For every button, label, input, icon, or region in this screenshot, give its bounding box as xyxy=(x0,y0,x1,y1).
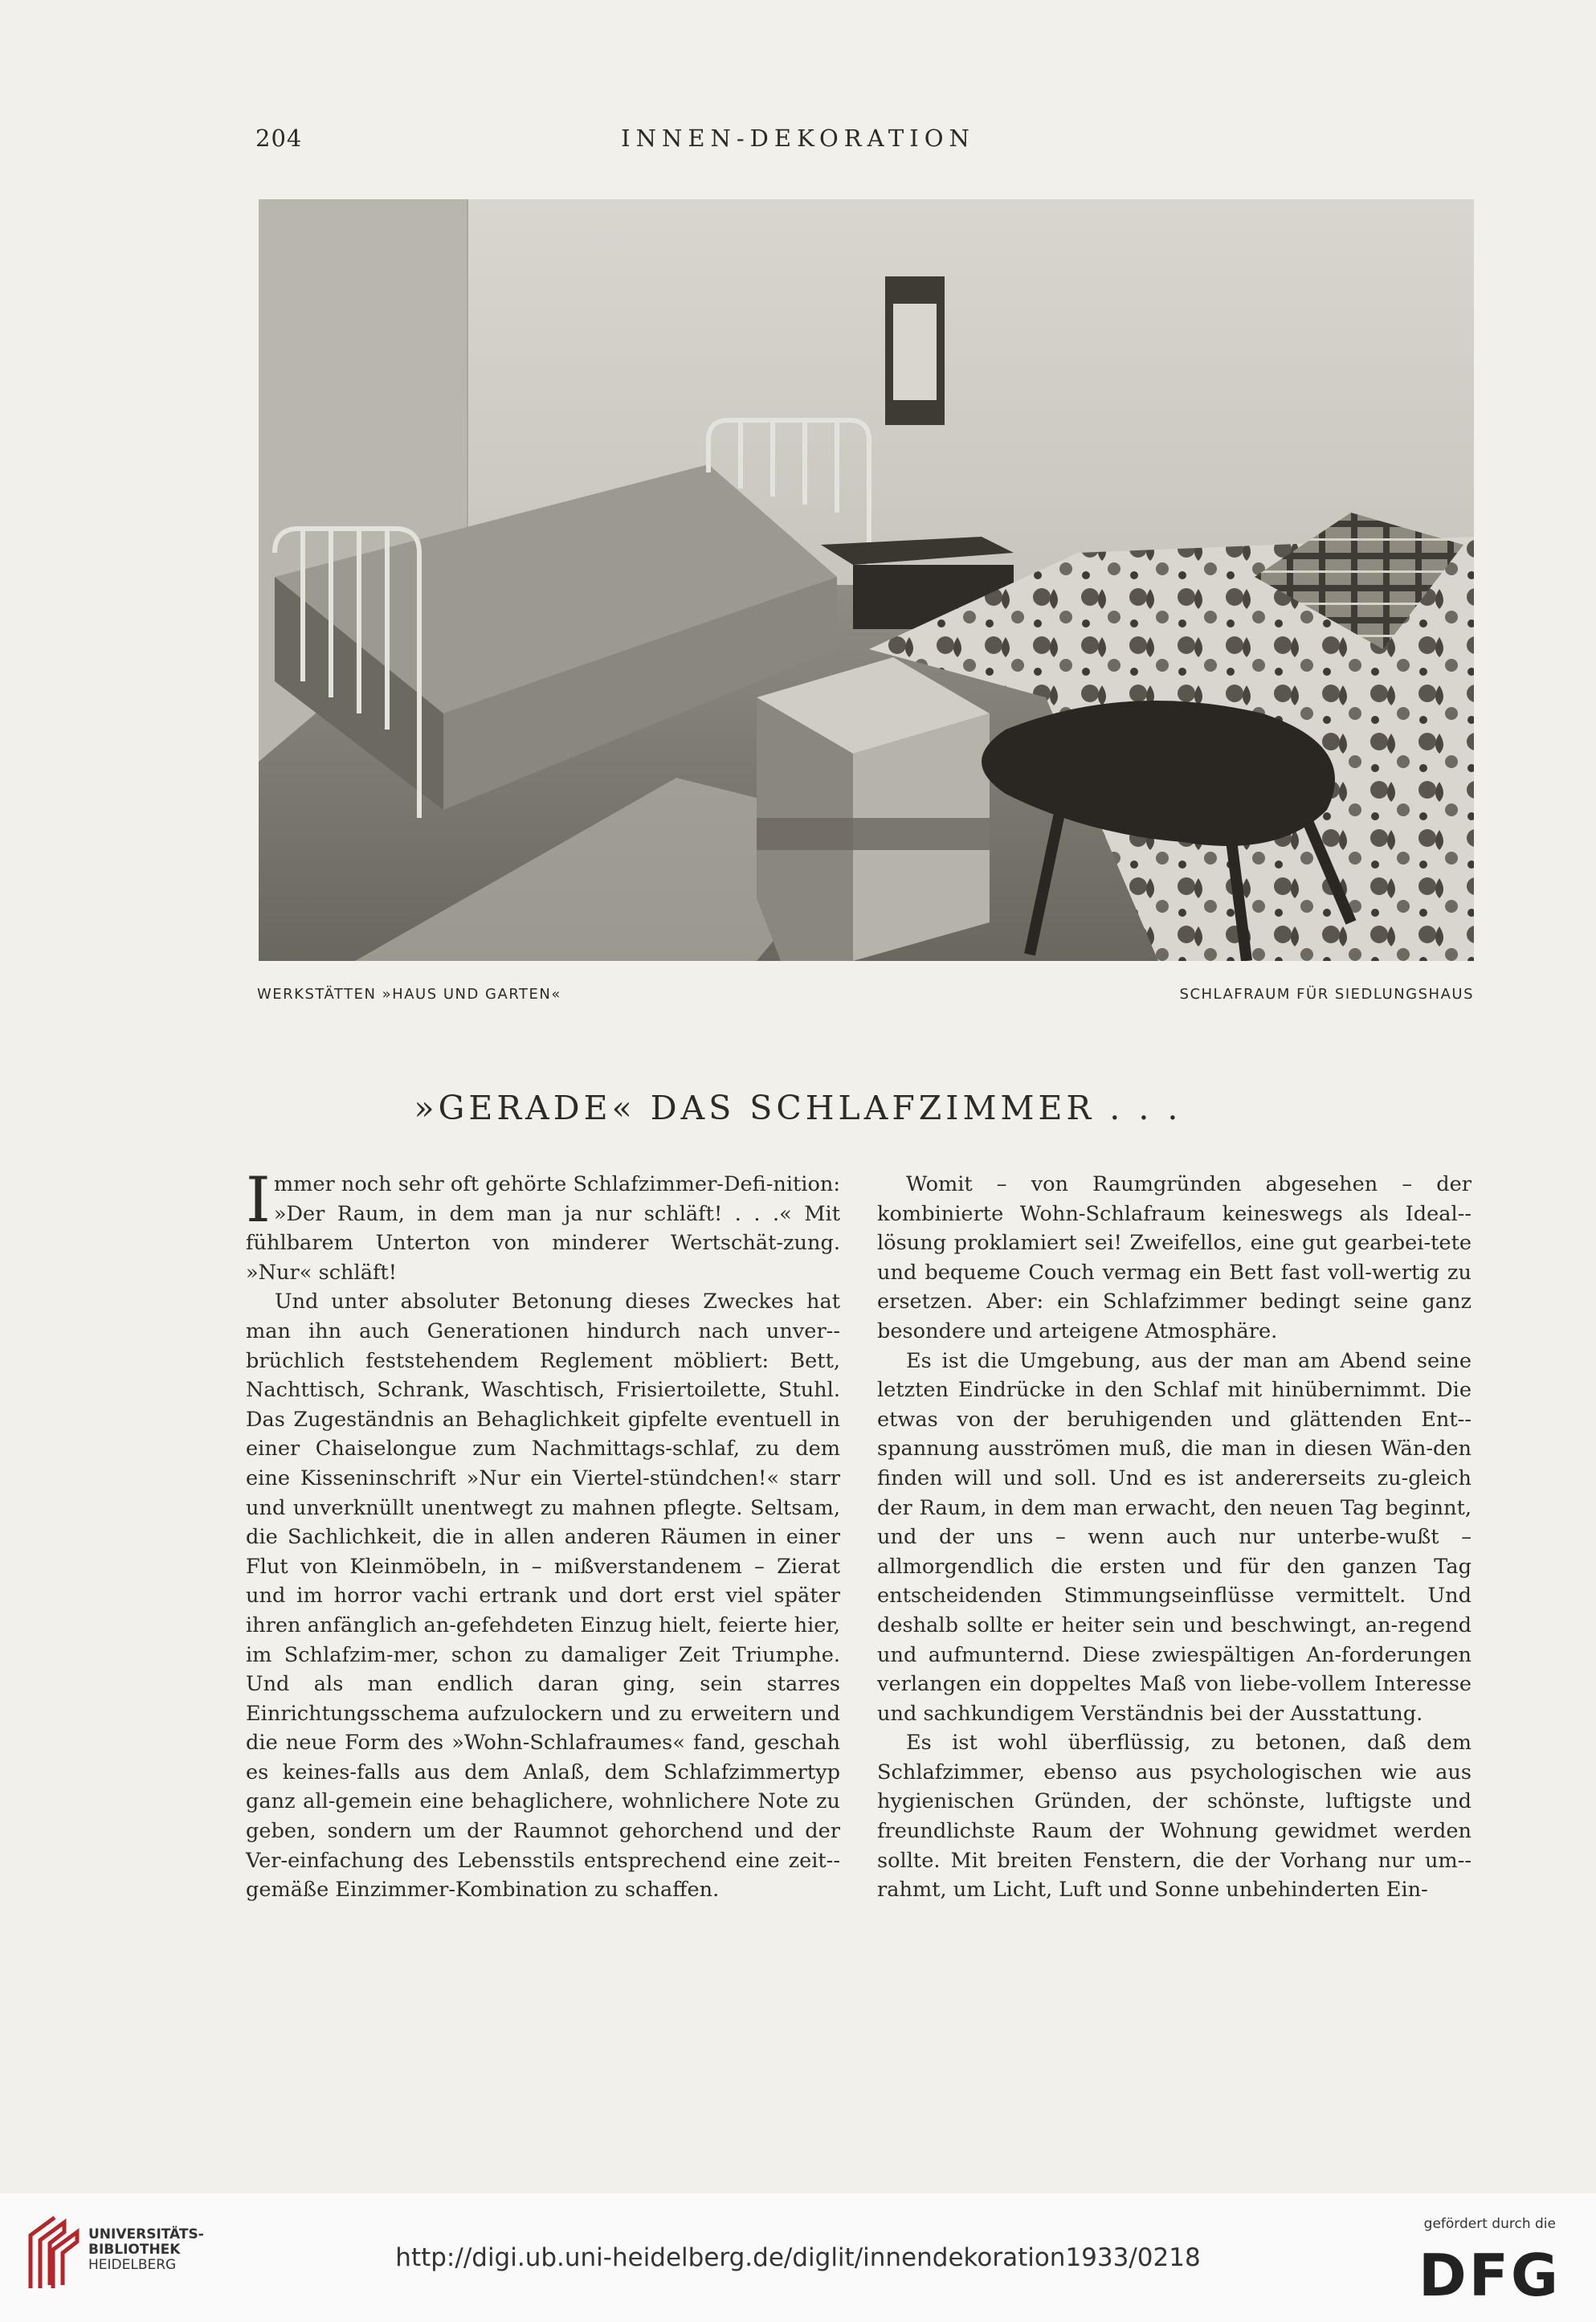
paragraph: Es ist wohl überflüssig, zu betonen, daß dem Schlafzimmer, ebenso aus psychologischen wie aus hygienischen Gründen, der schönste, luftigste und freundlichste Raum der Wohnung gewidmet werden sollte. Mit breiten Fenstern, die der Vorhang nur um-rahmt, um Licht, Luft und Sonne unbehinderten Ein- xyxy=(877,1731,1472,1903)
paragraph: Und unter absoluter Betonung dieses Zweckes hat man ihn auch Generationen hindurch nach unver-brüchlich feststehendem Reglement möbliert: Bett, Nachttisch, Schrank, Waschtisch, Frisiertoilette, Stuhl. Das Zugeständnis an Behaglichkeit gipfelte eventuell in einer Chaiselongue zum Nachmittags-schlaf, zu dem eine Kisseninschrift »Nur ein Viertel-stündchen!« starr und unverknüllt unentwegt zu mahnen pflegte. Seltsam, die Sachlichkeit, die in allen anderen Räumen in einer Flut von Kleinmöbeln, in – mißverstandenem – Zierat und im horror vachi ertrank und dort erst viel später ihren anfänglich an-gefehdeten Einzug hielt, feierte hier, im Schlafzim-mer, schon zu damaliger Zeit Triumphe. Und als man endlich daran ging, sein starres Einrichtungsschema aufzulockern und zu erweitern und die neue Form des »Wohn-Schlafraumes« fand, geschah es keines-falls aus dem Anlaß, dem Schlafzimmertyp ganz all-gemein eine behaglichere, wohnlichere Note zu geben, sondern um der Raumnot gehorchend und der Ver-einfachung des Lebensstils entsprechend eine zeit-gemäße Einzimmer-Kombination zu schaffen. xyxy=(246,1290,840,1903)
bedroom-photo xyxy=(259,199,1474,961)
drop-cap: I xyxy=(246,1164,271,1237)
paragraph: Womit – von Raumgründen abgesehen – der kombinierte Wohn-Schlafraum keineswegs als Ideal-lösung proklamiert sei! Zweifellos, eine gut gearbei-tete und bequeme Couch vermag ein Bett fast voll-wertig zu ersetzen. Aber: ein Schlafzimmer bedingt seine ganz besondere und arteigene Atmosphäre. xyxy=(877,1172,1472,1343)
page-number: 204 xyxy=(255,125,303,152)
paragraph-text: mmer noch sehr oft gehörte Schlafzimmer-Defi-nition: »Der Raum, in dem man ja nur schläft! . . .« Mit fühlbarem Unterton von minderer Wertschät-zung. »Nur« schläft! xyxy=(246,1172,840,1285)
running-title: INNEN-DEKORATION xyxy=(621,125,975,152)
paragraph xyxy=(246,1164,840,1287)
dfg-logo: DFG xyxy=(1418,2242,1561,2309)
digitization-footer xyxy=(0,2193,1596,2322)
paragraph: Es ist die Umgebung, aus der man am Abend seine letzten Eindrücke in den Schlaf mit hinübernimmt. Die etwas von der beruhigenden und glättenden Ent-spannung ausströmen muß, die man in diesen Wän-den finden will und soll. Und es ist andererseits zu-gleich der Raum, in dem man erwacht, den neuen Tag beginnt, und der uns – wenn auch nur unterbe-wußt – allmorgendlich die ersten und für den ganzen Tag entscheidenden Stimmungseinflüsse vermittelt. Und deshalb sollte er heiter sein und beschwingt, an-regend und aufmunternd. Diese zwiespältigen An-forderungen verlangen ein doppeltes Maß von liebe-vollem Interesse und sachkundigem Verständnis bei der Ausstattung. xyxy=(877,1348,1472,1726)
article-title: »GERADE« DAS SCHLAFZIMMER . . . xyxy=(414,1089,1182,1127)
article-column-right xyxy=(877,1170,1472,1905)
photo-subject-caption: SCHLAFRAUM FÜR SIEDLUNGSHAUS xyxy=(1179,986,1474,1003)
source-url[interactable]: http://digi.ub.uni-heidelberg.de/diglit/innendekoration1933/0218 xyxy=(395,2243,1201,2272)
funding-note: gefördert durch die xyxy=(1423,2216,1556,2232)
university-library-name: UNIVERSITÄTS- BIBLIOTHEK HEIDELBERG xyxy=(88,2226,204,2273)
photo-credit-caption: WERKSTÄTTEN »HAUS UND GARTEN« xyxy=(257,986,561,1003)
article-column-left xyxy=(246,1164,840,1905)
